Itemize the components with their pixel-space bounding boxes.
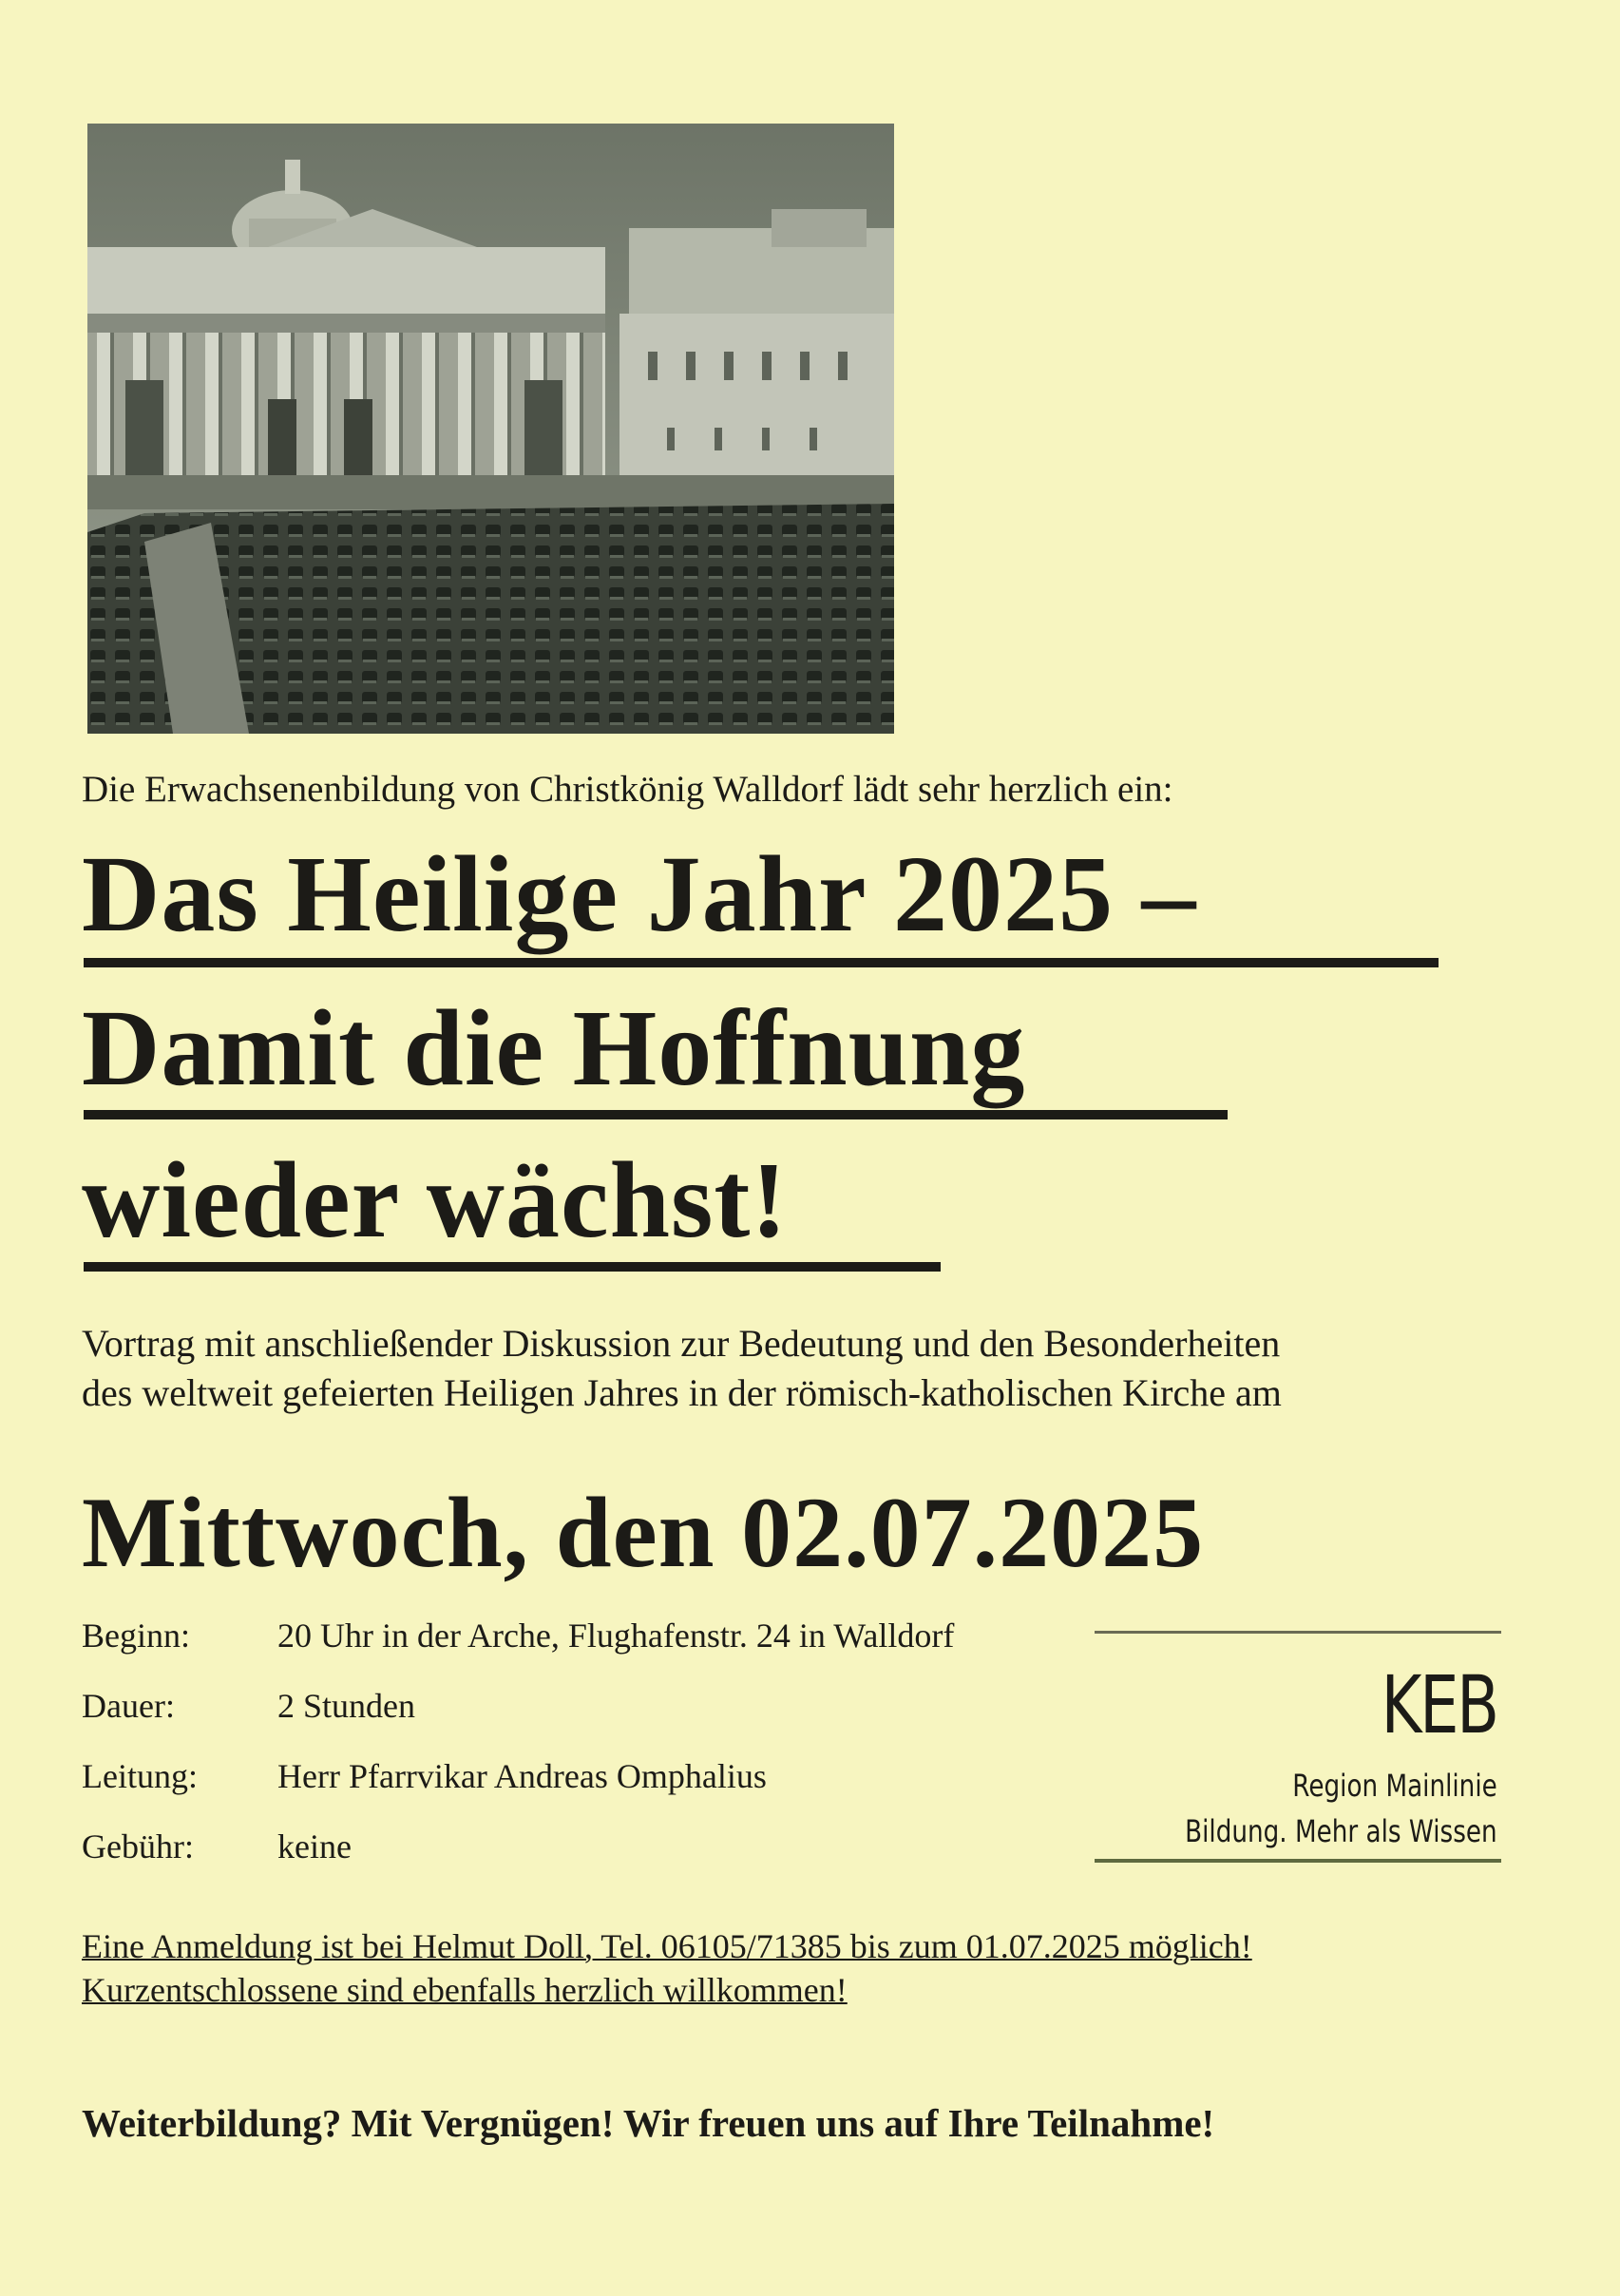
event-date: Mittwoch, den 02.07.2025	[82, 1477, 1205, 1588]
logo-bottom-rule	[1095, 1859, 1501, 1863]
detail-value: 2 Stunden	[277, 1687, 416, 1725]
logo-slogan: Bildung. Mehr als Wissen	[1185, 1813, 1497, 1849]
registration-line-2: Kurzentschlossene sind ebenfalls herzlich willkommen!	[82, 1971, 848, 2009]
detail-label: Leitung:	[82, 1757, 198, 1795]
title-underline-1	[84, 958, 1439, 967]
st-peters-square-photo	[87, 124, 894, 734]
title-underline-2	[84, 1110, 1228, 1119]
closing-line: Weiterbildung? Mit Vergnügen! Wir freuen uns auf Ihre Teilnahme!	[82, 2101, 1215, 2145]
detail-label: Gebühr:	[82, 1827, 194, 1866]
event-description	[82, 1319, 1282, 1418]
logo-top-rule	[1095, 1631, 1501, 1634]
title-line-3: wieder wächst!	[82, 1139, 789, 1260]
description-line-1: Vortrag mit anschließender Diskussion zur Bedeutung und den Besonderheiten	[82, 1322, 1281, 1365]
registration-note	[82, 1924, 1252, 2012]
detail-value: keine	[277, 1827, 352, 1866]
title-line-2: Damit die Hoffnung	[82, 987, 1026, 1108]
detail-value: 20 Uhr in der Arche, Flughafenstr. 24 in Walldorf	[277, 1617, 955, 1655]
detail-value: Herr Pfarrvikar Andreas Omphalius	[277, 1757, 767, 1795]
logo-name: KEB	[1381, 1658, 1497, 1751]
logo-region: Region Mainlinie	[1292, 1768, 1497, 1804]
description-line-2: des weltweit gefeierten Heiligen Jahres in der römisch-katholischen Kirche am	[82, 1371, 1282, 1414]
detail-label: Beginn:	[82, 1617, 190, 1655]
title-underline-3	[84, 1262, 941, 1272]
registration-line-1: Eine Anmeldung ist bei Helmut Doll, Tel. 06105/71385 bis zum 01.07.2025 möglich!	[82, 1927, 1252, 1965]
invitation-intro: Die Erwachsenenbildung von Christkönig Walldorf lädt sehr herzlich ein:	[82, 769, 1173, 810]
title-line-1: Das Heilige Jahr 2025 –	[82, 833, 1197, 954]
keb-logo	[1095, 1627, 1501, 1865]
detail-label: Dauer:	[82, 1687, 175, 1725]
